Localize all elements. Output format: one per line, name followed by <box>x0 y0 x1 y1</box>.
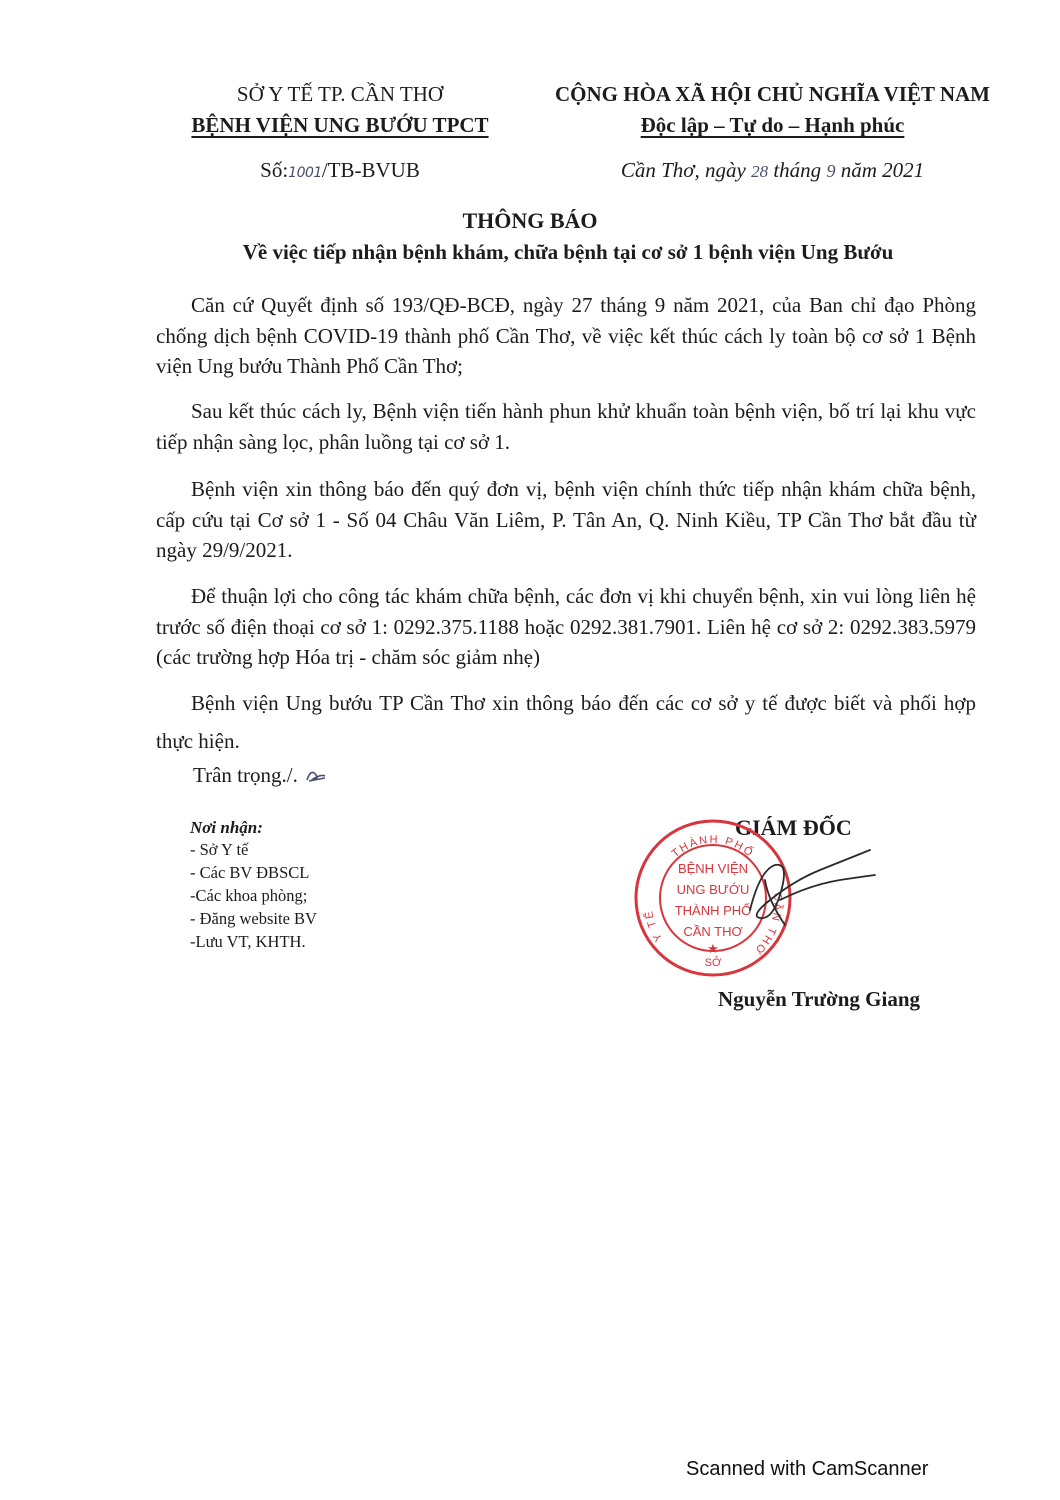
signer-name: Nguyễn Trường Giang <box>718 987 920 1011</box>
recipient-item: -Các khoa phòng; <box>190 886 308 905</box>
initials-mark <box>303 766 329 784</box>
date-month-label: tháng <box>773 158 822 182</box>
stamp-ring-left: Y TẾ <box>642 908 666 944</box>
paragraph-reopening: Bệnh viện xin thông báo đến quý đơn vị, bệnh viện chính thức tiếp nhận khám chữa bệnh, cấp cứu tại Cơ sở 1 - Số 04 Châu Văn Liêm, P. Tân An, Q. Ninh Kiều, TP Cần Thơ bắt đầu từ ngày 29/9/2021. <box>156 477 976 562</box>
hospital-name: BỆNH VIỆN UNG BƯỚU TPCT <box>191 113 489 137</box>
stamp-ring-top: THÀNH PHỐ <box>669 833 757 861</box>
closing-greeting <box>193 763 329 788</box>
notice-subtitle: Về việc tiếp nhận bệnh khám, chữa bệnh tại cơ sở 1 bệnh viện Ung Bướu <box>242 240 894 264</box>
paragraph-conclusion: Bệnh viện Ung bướu TP Cần Thơ xin thông báo đến các cơ sở y tế được biết và phối hợp thực hiện. <box>156 691 976 753</box>
country-name: CỘNG HÒA XÃ HỘI CHỦ NGHĨA VIỆT NAM <box>554 82 991 106</box>
stamp-ring-right: CẦN THƠ <box>750 892 784 958</box>
recipient-item: - Đăng website BV <box>190 909 317 928</box>
date-month: 9 <box>826 161 836 181</box>
recipient-item: -Lưu VT, KHTH. <box>190 932 306 951</box>
stamp-line-2: UNG BƯỚU <box>676 882 750 897</box>
recipient-item: - Sở Y tế <box>190 840 249 859</box>
doc-number-label: Số: <box>260 158 289 182</box>
stamp-line-4: CẦN THƠ <box>683 924 743 939</box>
date-day: 28 <box>751 162 769 181</box>
stamp-line-3: THÀNH PHỐ <box>674 903 752 918</box>
recipients-heading: Nơi nhận: <box>190 818 263 837</box>
signer-position: GIÁM ĐỐC <box>735 815 852 840</box>
stamp-line-1: BỆNH VIỆN <box>677 861 749 876</box>
paragraph-legal-basis: Căn cứ Quyết định số 193/QĐ-BCĐ, ngày 27 tháng 9 năm 2021, của Ban chỉ đạo Phòng chống dịch bệnh COVID-19 thành phố Cần Thơ, về việc kết thúc cách ly toàn bộ cơ sở 1 Bệnh viện Ung bướu Thành Phố Cần Thơ; <box>156 293 976 378</box>
agency-name: SỞ Y TẾ TP. CẦN THƠ <box>236 82 444 106</box>
doc-number-handwritten: 1001 <box>288 165 322 181</box>
recipient-item: - Các BV ĐBSCL <box>190 863 310 882</box>
paragraph-contact: Để thuận lợi cho công tác khám chữa bệnh, các đơn vị khi chuyển bệnh, xin vui lòng liên hệ trước số điện thoại cơ sở 1: 0292.375.1188 hoặc 0292.381.7901. Liên hệ cơ sở 2: 0292.383.5979 (các trường hợp Hóa trị - chăm sóc giảm nhẹ) <box>156 584 976 669</box>
national-motto: Độc lập – Tự do – Hạnh phúc <box>640 113 905 137</box>
scanner-watermark: Scanned with CamScanner <box>686 1458 929 1480</box>
handwritten-signature <box>740 840 890 940</box>
date-prefix: Cần Thơ, ngày <box>620 158 746 182</box>
document-number <box>150 158 530 183</box>
stamp-star: ★ <box>707 941 719 956</box>
closing-text: Trân trọng./. <box>193 763 298 787</box>
doc-number-suffix: /TB-BVUB <box>321 158 420 182</box>
notice-title: THÔNG BÁO <box>462 208 598 233</box>
document-date <box>530 158 1015 183</box>
date-year: năm 2021 <box>840 158 925 182</box>
paragraph-disinfection: Sau kết thúc cách ly, Bệnh viện tiến hành phun khử khuẩn toàn bệnh viện, bố trí lại khu vực tiếp nhận sàng lọc, phân luồng tại cơ sở 1. <box>156 399 976 454</box>
stamp-ring-bottom: SỞ <box>704 957 722 969</box>
